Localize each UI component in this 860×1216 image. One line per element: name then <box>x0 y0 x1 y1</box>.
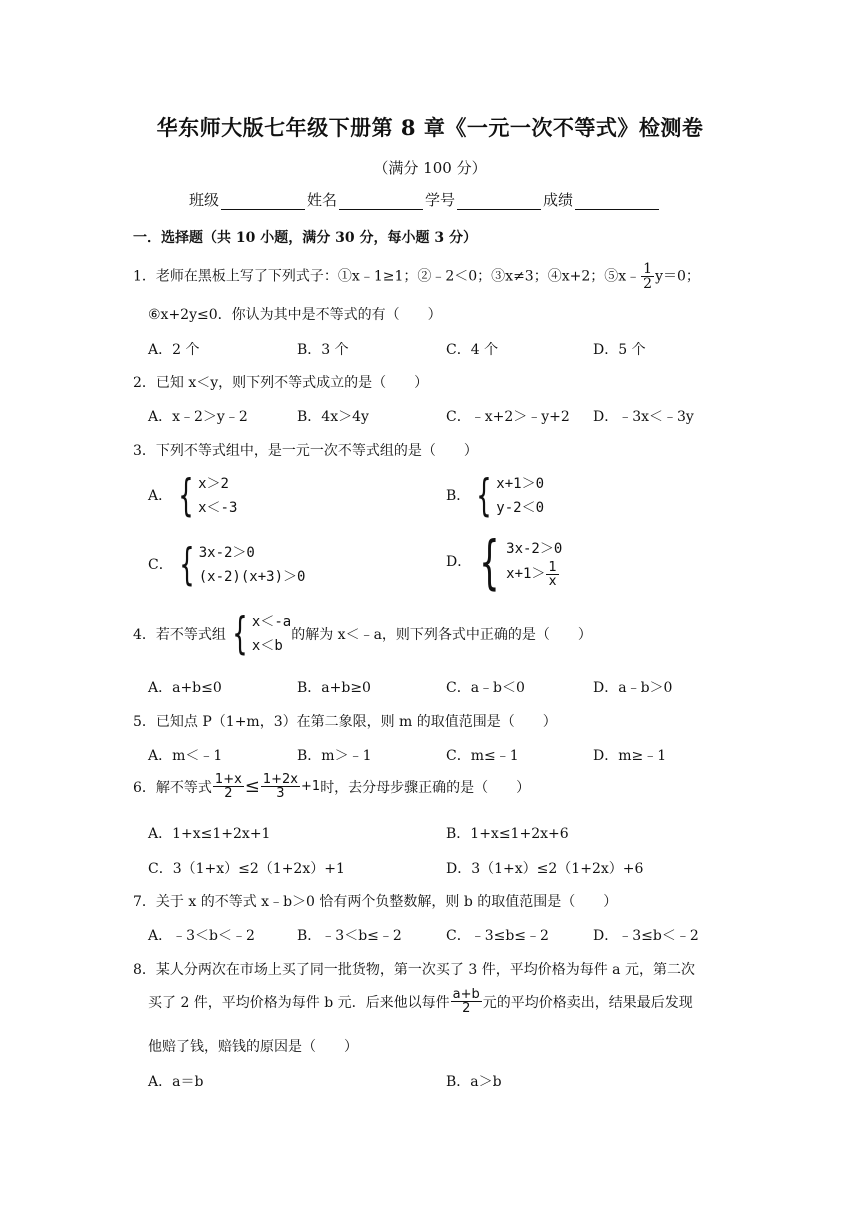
option-a[interactable]: A．1+x≤1+2x+1 <box>148 826 271 842</box>
option-c[interactable]: C．4 个 <box>446 342 499 358</box>
system-line: x＜b <box>251 638 283 654</box>
student-info-line <box>189 189 661 210</box>
name-label: 姓名 <box>307 191 338 209</box>
option-c[interactable]: C．m≤﹣1 <box>446 748 519 764</box>
system-line: 3x-2＞0 <box>198 545 255 561</box>
question-stem: 下列不等式组中，是一元一次不等式组的是（ ） <box>155 443 478 459</box>
question-7 <box>133 891 617 911</box>
fraction-numerator: 1 <box>548 559 557 575</box>
question-8-line3: 他赔了钱，赔钱的原因是（ ） <box>148 1039 358 1055</box>
question-number: 5． <box>133 714 156 730</box>
left-brace-icon: { <box>179 539 195 590</box>
system-line: x+1＞ <box>506 566 546 582</box>
inequality-system <box>172 472 237 520</box>
inequality-system <box>173 541 306 589</box>
system-line: x＞2 <box>198 476 229 492</box>
id-label: 学号 <box>425 191 456 209</box>
system-line: x＜-3 <box>198 500 238 516</box>
page-subtitle: （满分 100 分） <box>373 159 487 177</box>
option-c[interactable]: C．a﹣b＜0 <box>446 680 525 696</box>
system-line: y-2＜0 <box>496 500 545 516</box>
option-d[interactable] <box>446 528 563 596</box>
question-number: 8． <box>133 962 156 978</box>
page-title: 华东师大版七年级下册第 8 章《一元一次不等式》检测卷 <box>156 115 704 140</box>
option-b[interactable]: B．4x＞4y <box>297 409 369 425</box>
question-3 <box>133 440 478 460</box>
option-b[interactable]: B．3 个 <box>297 342 349 358</box>
option-d[interactable]: D．m≥﹣1 <box>593 748 667 764</box>
option-a[interactable]: A．m＜﹣1 <box>148 748 223 764</box>
question-stem: 若不等式组 <box>155 627 226 643</box>
system-line: (x-2)(x+3)＞0 <box>198 569 306 585</box>
question-stem: 解不等式 <box>155 779 212 796</box>
option-a[interactable]: A．a+b≤0 <box>148 680 222 696</box>
question-stem: 已知 x＜y，则下列不等式成立的是（ ） <box>155 375 429 391</box>
question-1 <box>133 262 700 291</box>
question-5 <box>133 711 557 731</box>
fraction-denominator: 2 <box>643 276 653 292</box>
left-brace-icon: { <box>479 528 500 596</box>
question-2 <box>133 372 428 392</box>
question-number: 4． <box>133 627 156 643</box>
fraction-numerator: a+b <box>452 987 480 1002</box>
option-b[interactable]: B．﹣3＜b≤﹣2 <box>297 928 402 944</box>
question-stem: 已知点 P（1+m，3）在第二象限，则 m 的取值范围是（ ） <box>155 714 557 730</box>
inequality-system <box>471 528 563 596</box>
score-label: 成绩 <box>543 191 574 209</box>
inequality-system <box>470 472 544 520</box>
question-4 <box>133 610 592 658</box>
fraction <box>213 773 244 800</box>
option-d[interactable]: D．﹣3≤b＜﹣2 <box>593 928 699 944</box>
fraction-denominator: 3 <box>276 786 285 801</box>
question-8 <box>133 959 695 979</box>
relation-symbol: ≤ <box>244 776 260 797</box>
question-stem: 关于 x 的不等式 x﹣b＞0 恰有两个负整数解，则 b 的取值范围是（ ） <box>155 894 618 910</box>
system-line: x+1＞0 <box>496 476 545 492</box>
name-field[interactable] <box>339 193 423 210</box>
id-field[interactable] <box>457 193 541 210</box>
left-brace-icon: { <box>178 470 194 521</box>
fraction <box>641 262 654 291</box>
option-label: C． <box>148 557 173 573</box>
system-line: 3x-2＞0 <box>506 540 563 557</box>
option-c[interactable]: C．﹣x+2＞﹣y+2 <box>446 409 570 425</box>
fraction <box>451 988 482 1015</box>
fraction-numerator: 1 <box>643 261 653 277</box>
fraction-numerator: 1+2x <box>262 772 299 787</box>
fraction <box>546 561 558 588</box>
question-stem: 老师在黑板上写了下列式子：①x﹣1≥1；②﹣2＜0；③x≠3；④x+2；⑤x﹣ <box>155 268 641 285</box>
system-line: x＜-a <box>251 614 292 630</box>
option-a[interactable] <box>148 472 237 520</box>
left-brace-icon: { <box>476 470 492 521</box>
fraction-denominator: 2 <box>462 1001 471 1016</box>
plus-term: +1 <box>301 779 321 794</box>
option-d[interactable]: D．﹣3x＜﹣3y <box>593 409 694 425</box>
option-label: D． <box>446 554 472 570</box>
inequality-system <box>226 610 291 658</box>
fraction-denominator: x <box>548 573 557 589</box>
question-1-line2: ⑥x+2y≤0．你认为其中是不等式的有（ ） <box>148 307 442 323</box>
option-label: B． <box>446 488 471 504</box>
option-a[interactable]: A．﹣3＜b＜﹣2 <box>148 928 255 944</box>
option-a[interactable]: A．a＝b <box>148 1074 204 1090</box>
option-c[interactable]: C．3（1+x）≤2（1+2x）+1 <box>148 861 345 877</box>
class-label: 班级 <box>189 191 220 209</box>
question-stem-cont: y＝0； <box>655 268 700 285</box>
question-stem: 某人分两次在市场上买了同一批货物，第一次买了 3 件，平均价格为每件 a 元，第二次 <box>155 962 695 978</box>
fraction-denominator: 2 <box>224 786 233 801</box>
left-brace-icon: { <box>232 608 248 659</box>
option-b[interactable]: B．m＞﹣1 <box>297 748 372 764</box>
section-heading: 一．选择题（共 10 小题，满分 30 分，每小题 3 分） <box>133 230 477 246</box>
option-c[interactable] <box>148 541 305 589</box>
option-b[interactable]: B．1+x≤1+2x+6 <box>446 826 569 842</box>
question-number: 6． <box>133 779 156 796</box>
class-field[interactable] <box>221 193 305 210</box>
question-number: 1． <box>133 268 156 285</box>
question-number: 2． <box>133 375 156 391</box>
question-stem-cont: 的解为 x＜﹣a，则下列各式中正确的是（ ） <box>291 627 592 643</box>
question-number: 7． <box>133 894 156 910</box>
fraction <box>261 773 300 800</box>
fraction-numerator: 1+x <box>214 772 242 787</box>
option-a[interactable]: A．2 个 <box>148 342 200 358</box>
question-number: 3． <box>133 443 156 459</box>
option-d[interactable]: D．5 个 <box>593 342 646 358</box>
question-8-line2 <box>148 988 693 1015</box>
option-label: A． <box>148 488 173 504</box>
option-d[interactable]: D．3（1+x）≤2（1+2x）+6 <box>446 861 644 877</box>
question-stem-cont: 元的平均价格卖出，结果最后发现 <box>482 994 693 1011</box>
option-b[interactable] <box>446 472 544 520</box>
option-a[interactable]: A．x﹣2＞y﹣2 <box>148 409 248 425</box>
score-field[interactable] <box>575 193 659 210</box>
option-c[interactable]: C．﹣3≤b≤﹣2 <box>446 928 549 944</box>
question-stem-cont: 买了 2 件，平均价格为每件 b 元．后来他以每件 <box>148 994 450 1011</box>
question-stem-cont: 时，去分母步骤正确的是（ ） <box>320 779 531 796</box>
question-6 <box>133 773 530 800</box>
option-b[interactable]: B．a＞b <box>446 1074 502 1090</box>
option-d[interactable]: D．a﹣b＞0 <box>593 680 673 696</box>
option-b[interactable]: B．a+b≥0 <box>297 680 371 696</box>
